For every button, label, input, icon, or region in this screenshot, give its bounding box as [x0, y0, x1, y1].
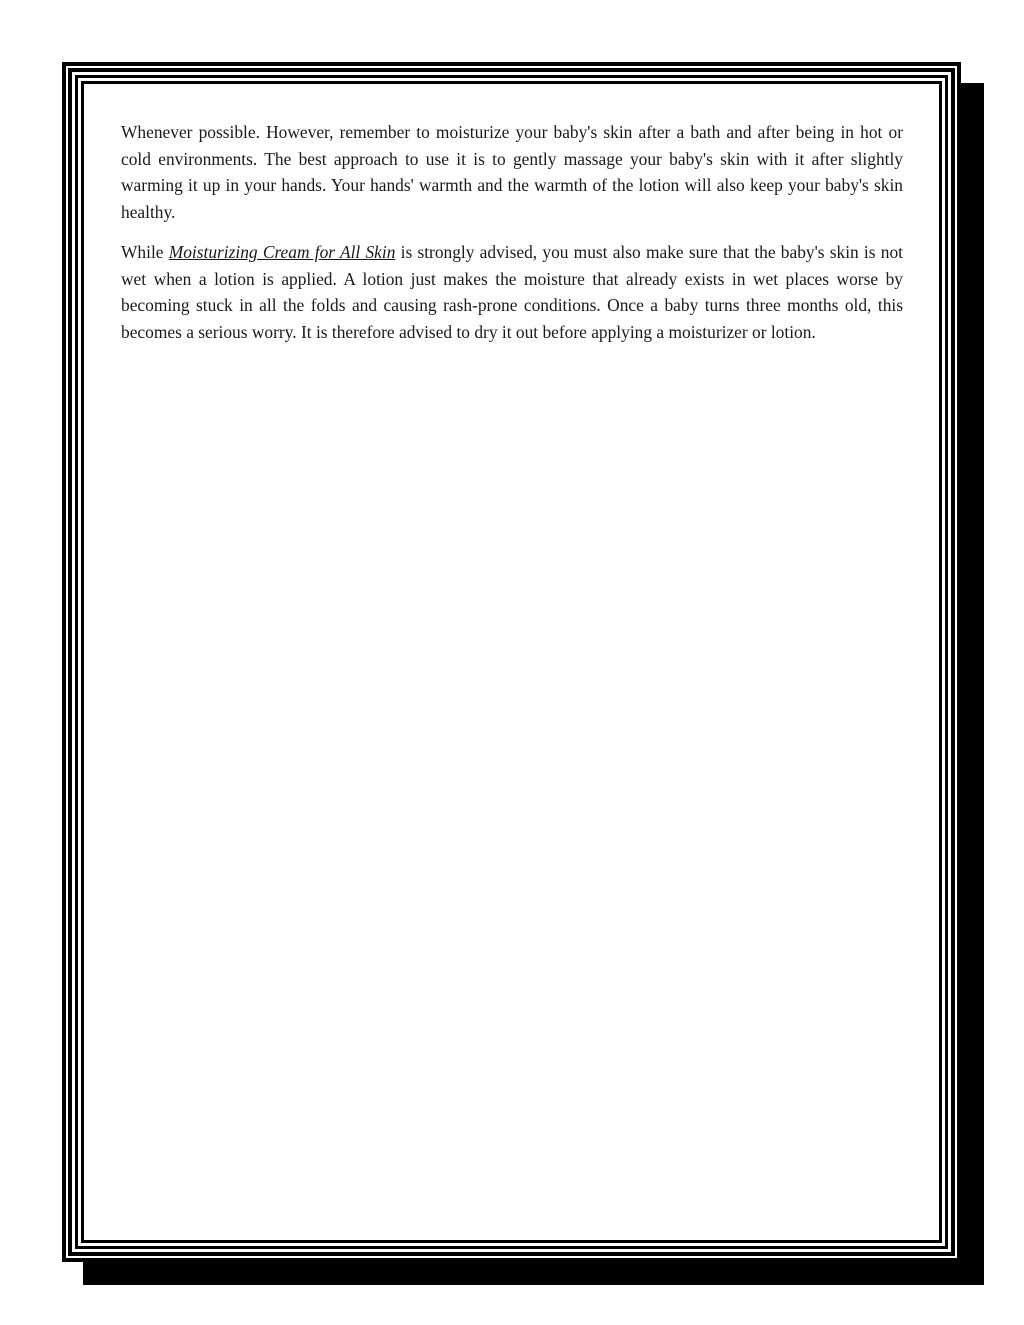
paragraph-2 [121, 239, 903, 345]
moisturizing-cream-link[interactable]: Moisturizing Cream for All Skin [168, 242, 396, 262]
paragraph-1: Whenever possible. However, remember to moisturize your baby's skin after a bath and after being in hot or cold environments. The best approach to use it is to gently massage your baby's skin with it after slightly warming it up in your hands. Your hands' warmth and the warmth of the lotion will also keep your baby's skin healthy. [121, 122, 903, 222]
paragraph-2-lead: While [121, 242, 169, 262]
paragraph-2-rest: is strongly advised, you must also make sure that the baby's skin is not wet when a lotion is applied. A lotion just makes the moisture that already exists in wet places worse by becoming stuck in all the folds and causing rash-prone conditions. Once a baby turns three months old, this becomes a serious worry. It is therefore advised to dry it out before applying a moisturizer or lotion. [121, 242, 903, 342]
page-content [121, 119, 903, 359]
